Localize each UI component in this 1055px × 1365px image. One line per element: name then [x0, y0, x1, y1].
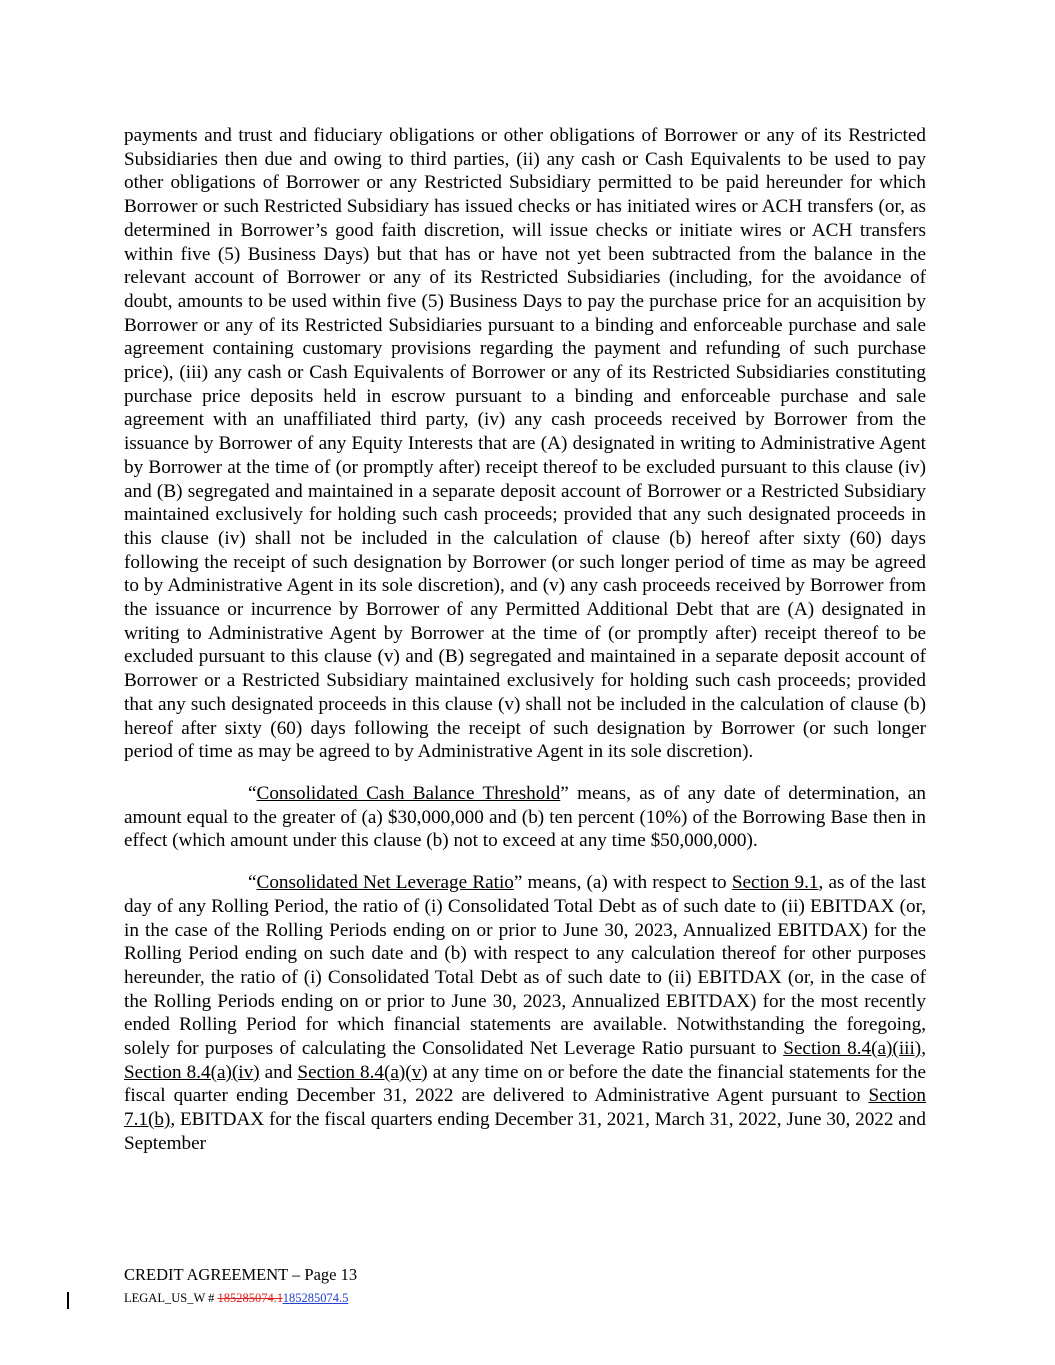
definition-text: at any time on or before the date the financial statements for the fiscal quarter ending December 31, 2022 are delivered to Administrative Agent pursuant to: [124, 1061, 926, 1107]
section-ref-8-4-a-v: Section 8.4(a)(v): [297, 1061, 428, 1083]
footer-ref-prefix: LEGAL_US_W #: [124, 1291, 218, 1305]
section-ref-8-4-a-iv: Section 8.4(a)(iv): [124, 1061, 260, 1083]
open-quote: “: [248, 782, 257, 804]
definition-consolidated-net-leverage-ratio: [124, 871, 926, 1155]
definition-consolidated-cash-balance-threshold: [124, 782, 926, 853]
definition-text: , as of the last day of any Rolling Period, the ratio of (i) Consolidated Total Debt as of such date to (ii) EBITDAX (or, in the case of the Rolling Periods ending on or prior to June 30, 2023, Annualized EBITDAX) for the Rolling Period ending on such date and (b) with respect to any calculation thereof for other purposes hereunder, the ratio of (i) Consolidated Total Debt as of such date to (ii) EBITDAX (or, in the case of the Rolling Periods ending on or prior to June 30, 2023, Annualized EBITDAX) for the most recently ended Rolling Period for which financial statements are available. Notwithstanding the foregoing, solely for purposes of calculating the Consolidated Net Leverage Ratio pursuant to: [124, 872, 926, 1060]
footer-ref-inserted: 185285074.5: [282, 1291, 349, 1305]
open-quote: “: [248, 872, 257, 894]
section-ref-7-1-b: Section 7.1(b): [124, 1085, 926, 1131]
definition-text: ,: [921, 1038, 926, 1060]
document-body: [124, 124, 926, 1174]
section-ref-8-4-a-iii: Section 8.4(a)(iii): [783, 1038, 922, 1060]
definition-text: ” means, as of any date of determination, an amount equal to the greater of (a) $30,000,000 and (b) ten percent (10%) of the Borrowing Base then in effect (which amount under this clause (b) not to exceed at any time $50,000,000).: [124, 782, 926, 852]
definition-text: and: [259, 1061, 298, 1083]
defined-term-cash-balance-threshold: Consolidated Cash Balance Threshold: [256, 782, 561, 804]
section-ref-9-1: Section 9.1: [731, 872, 819, 894]
revision-change-bar: [67, 1292, 69, 1309]
paragraph-cash-exclusions: payments and trust and fiduciary obligations or other obligations of Borrower or any of its Restricted Subsidiaries then due and owing to third parties, (ii) any cash or Cash Equivalents to be used to pay other obligations of Borrower or any Restricted Subsidiary permitted to be paid hereunder for which Borrower or such Restricted Subsidiary has issued checks or has initiated wires or ACH transfers (or, as determined in Borrower’s good faith discretion, will issue checks or initiate wires or ACH transfers within five (5) Business Days) but that has or have not yet been subtracted from the balance in the relevant account of Borrower or any of its Restricted Subsidiaries (including, for the avoidance of doubt, amounts to be used within five (5) Business Days to pay the purchase price for an acquisition by Borrower or any of its Restricted Subsidiaries pursuant to a binding and enforceable purchase and sale agreement containing customary provisions regarding the payment and refunding of such purchase price), (iii) any cash or Cash Equivalents of Borrower or any of its Restricted Subsidiaries constituting purchase price deposits held in escrow pursuant to a binding and enforceable purchase and sale agreement with an unaffiliated third party, (iv) any cash proceeds received by Borrower from the issuance by Borrower of any Equity Interests that are (A) designated in writing to Administrative Agent by Borrower at the time of (or promptly after) receipt thereof to be excluded pursuant to this clause (iv) and (B) segregated and maintained in a separate deposit account of Borrower or a Restricted Subsidiary maintained exclusively for holding such cash proceeds; provided that any such designated proceeds in this clause (iv) shall not be included in the calculation of clause (b) hereof after sixty (60) days following the receipt of such designation by Borrower (or such longer period of time as may be agreed to by Administrative Agent in its sole discretion), and (v) any cash proceeds received by Borrower from the issuance or incurrence by Borrower of any Permitted Additional Debt that are (A) designated in writing to Administrative Agent by Borrower at the time of (or promptly after) receipt thereof to be excluded pursuant to this clause (v) and (B) segregated and maintained in a separate deposit account of Borrower or a Restricted Subsidiary maintained exclusively for holding such cash proceeds; provided that any such designated proceeds in this clause (v) shall not be included in the calculation of clause (b) hereof after sixty (60) days following the receipt of such designation by Borrower (or such longer period of time as may be agreed to by Administrative Agent in its sole discretion).: [124, 125, 926, 763]
definition-text: , EBITDAX for the fiscal quarters ending December 31, 2021, March 31, 2022, June 30, 2022 and September: [124, 1109, 926, 1154]
footer-ref-deleted: 185285074.1: [217, 1291, 283, 1305]
footer-document-ref: [124, 1290, 357, 1306]
definition-text: ” means, (a) with respect to: [513, 872, 732, 894]
footer-title: CREDIT AGREEMENT – Page 13: [124, 1265, 358, 1284]
page-footer: [124, 1265, 357, 1306]
defined-term-net-leverage-ratio: Consolidated Net Leverage Ratio: [256, 872, 514, 894]
